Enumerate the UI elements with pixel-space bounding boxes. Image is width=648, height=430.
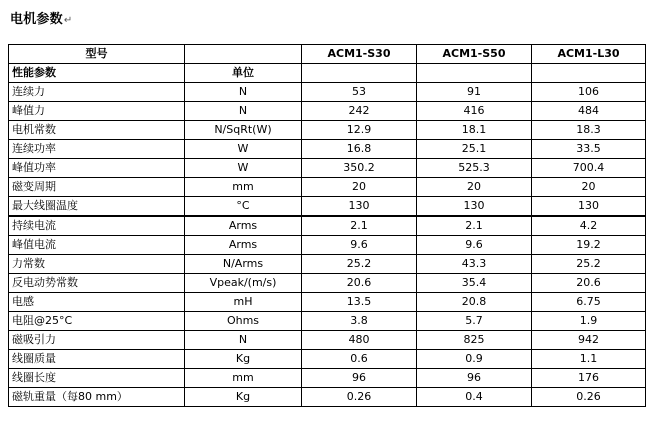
model-label-cell: 型号 — [9, 45, 185, 64]
value-cell: 5.7 — [417, 312, 532, 331]
param-name-cell: 磁吸引力 — [9, 331, 185, 350]
table-row — [9, 83, 646, 102]
unit-cell: Ohms — [185, 312, 302, 331]
value-cell: 20 — [302, 178, 417, 197]
value-cell: 91 — [417, 83, 532, 102]
value-cell: 20 — [417, 178, 532, 197]
unit-cell: Kg — [185, 388, 302, 407]
value-cell: 130 — [417, 197, 532, 217]
value-cell: 96 — [302, 369, 417, 388]
unit-cell: mH — [185, 293, 302, 312]
value-cell: 2.1 — [302, 216, 417, 236]
value-cell: 12.9 — [302, 121, 417, 140]
table-row — [9, 121, 646, 140]
table-row — [9, 140, 646, 159]
param-name-cell: 峰值电流 — [9, 236, 185, 255]
value-cell: 20 — [532, 178, 646, 197]
value-cell: 35.4 — [417, 274, 532, 293]
param-name-cell: 磁轨重量（每80 mm） — [9, 388, 185, 407]
table-row — [9, 369, 646, 388]
param-name-cell: 电阻@25°C — [9, 312, 185, 331]
param-label-cell: 性能参数 — [9, 64, 185, 83]
return-mark-icon: ↵ — [63, 15, 73, 26]
value-cell: 18.3 — [532, 121, 646, 140]
value-cell: 700.4 — [532, 159, 646, 178]
param-header-row — [9, 64, 646, 83]
value-cell: 2.1 — [417, 216, 532, 236]
unit-cell: mm — [185, 369, 302, 388]
unit-cell: Kg — [185, 350, 302, 369]
param-name-cell: 电感 — [9, 293, 185, 312]
unit-cell: W — [185, 140, 302, 159]
unit-cell: Arms — [185, 236, 302, 255]
unit-cell: W — [185, 159, 302, 178]
table-row — [9, 388, 646, 407]
table-row — [9, 159, 646, 178]
value-cell: 130 — [302, 197, 417, 217]
table-row — [9, 197, 646, 217]
value-cell: 4.2 — [532, 216, 646, 236]
title-text: 电机参数 — [10, 12, 63, 27]
param-name-cell: 磁变周期 — [9, 178, 185, 197]
value-cell: 53 — [302, 83, 417, 102]
value-cell: 0.9 — [417, 350, 532, 369]
value-cell: 9.6 — [302, 236, 417, 255]
value-cell: 20.8 — [417, 293, 532, 312]
value-cell: 1.1 — [532, 350, 646, 369]
value-cell: 25.2 — [302, 255, 417, 274]
table-row — [9, 216, 646, 236]
value-cell: 416 — [417, 102, 532, 121]
value-cell: 20.6 — [302, 274, 417, 293]
value-cell: 3.8 — [302, 312, 417, 331]
blank-cell — [532, 64, 646, 83]
value-cell: 0.26 — [302, 388, 417, 407]
value-cell: 25.1 — [417, 140, 532, 159]
value-cell: 0.6 — [302, 350, 417, 369]
value-cell: 484 — [532, 102, 646, 121]
document-title — [10, 8, 72, 27]
value-cell: 176 — [532, 369, 646, 388]
table-row — [9, 350, 646, 369]
value-cell: 942 — [532, 331, 646, 350]
value-cell: 13.5 — [302, 293, 417, 312]
value-cell: 1.9 — [532, 312, 646, 331]
value-cell: 825 — [417, 331, 532, 350]
value-cell: 525.3 — [417, 159, 532, 178]
param-name-cell: 持续电流 — [9, 216, 185, 236]
value-cell: 242 — [302, 102, 417, 121]
value-cell: 96 — [417, 369, 532, 388]
param-name-cell: 连续功率 — [9, 140, 185, 159]
value-cell: 106 — [532, 83, 646, 102]
table-row — [9, 293, 646, 312]
param-name-cell: 峰值功率 — [9, 159, 185, 178]
unit-cell: mm — [185, 178, 302, 197]
table-row — [9, 312, 646, 331]
value-cell: 16.8 — [302, 140, 417, 159]
value-cell: 19.2 — [532, 236, 646, 255]
unit-cell: N — [185, 102, 302, 121]
value-cell: 0.26 — [532, 388, 646, 407]
motor-parameter-table — [8, 44, 646, 407]
value-cell: 33.5 — [532, 140, 646, 159]
table-row — [9, 274, 646, 293]
param-name-cell: 反电动势常数 — [9, 274, 185, 293]
value-cell: 18.1 — [417, 121, 532, 140]
value-cell: 0.4 — [417, 388, 532, 407]
unit-cell: °C — [185, 197, 302, 217]
unit-label-cell: 单位 — [185, 64, 302, 83]
param-name-cell: 线圈质量 — [9, 350, 185, 369]
param-name-cell: 力常数 — [9, 255, 185, 274]
model-name-cell: ACM1-S30 — [302, 45, 417, 64]
table-row — [9, 255, 646, 274]
value-cell: 130 — [532, 197, 646, 217]
blank-cell — [302, 64, 417, 83]
unit-cell: N/Arms — [185, 255, 302, 274]
value-cell: 43.3 — [417, 255, 532, 274]
model-name-cell: ACM1-S50 — [417, 45, 532, 64]
table-row — [9, 102, 646, 121]
param-name-cell: 最大线圈温度 — [9, 197, 185, 217]
model-name-cell: ACM1-L30 — [532, 45, 646, 64]
value-cell: 20.6 — [532, 274, 646, 293]
param-name-cell: 连续力 — [9, 83, 185, 102]
param-name-cell: 峰值力 — [9, 102, 185, 121]
value-cell: 350.2 — [302, 159, 417, 178]
table-row — [9, 331, 646, 350]
value-cell: 9.6 — [417, 236, 532, 255]
unit-cell: N/SqRt(W) — [185, 121, 302, 140]
unit-cell: N — [185, 83, 302, 102]
table-body — [9, 45, 646, 407]
value-cell: 25.2 — [532, 255, 646, 274]
model-header-row — [9, 45, 646, 64]
table-row — [9, 178, 646, 197]
unit-cell: Vpeak/(m/s) — [185, 274, 302, 293]
table-row — [9, 236, 646, 255]
model-unit-blank-cell — [185, 45, 302, 64]
unit-cell: Arms — [185, 216, 302, 236]
value-cell: 6.75 — [532, 293, 646, 312]
unit-cell: N — [185, 331, 302, 350]
blank-cell — [417, 64, 532, 83]
param-name-cell: 线圈长度 — [9, 369, 185, 388]
param-name-cell: 电机常数 — [9, 121, 185, 140]
value-cell: 480 — [302, 331, 417, 350]
